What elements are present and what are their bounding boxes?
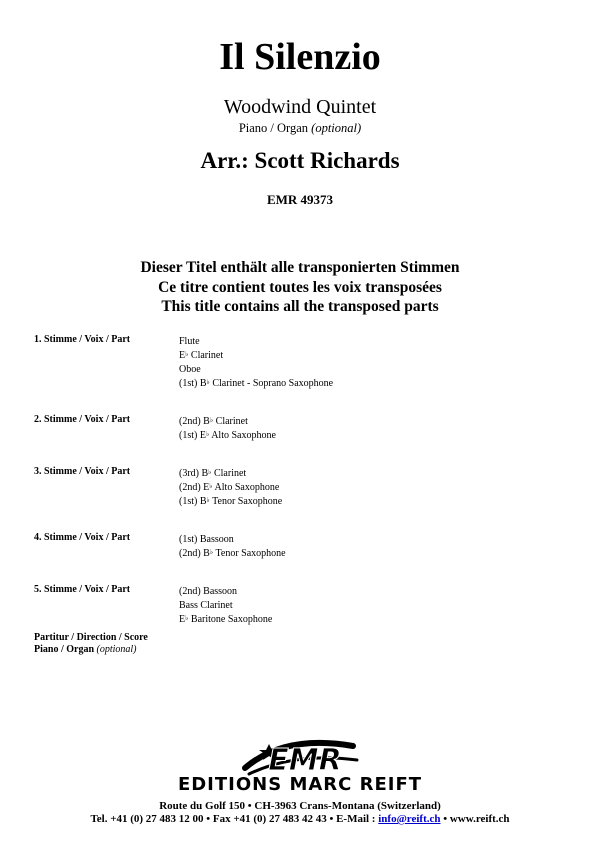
- flat-sign: ♭: [185, 350, 189, 358]
- instrument-prefix: Bass Clarinet: [179, 600, 233, 611]
- instrument-name: Tenor Saxophone: [213, 548, 286, 559]
- instrument-prefix: (2nd) Bassoon: [179, 586, 238, 597]
- emr-logo-icon: [225, 738, 375, 778]
- parts-list: [34, 334, 574, 626]
- flat-sign: ♭: [185, 614, 189, 622]
- part-label: 4. Stimme / Voix / Part: [34, 532, 131, 543]
- flat-sign: ♭: [209, 482, 213, 490]
- part-row: [34, 532, 574, 560]
- score-piano-line: [34, 644, 148, 656]
- flat-sign: ♭: [209, 416, 214, 424]
- instrument-item: [179, 428, 574, 442]
- page-title: Il Silenzio: [219, 36, 381, 78]
- instrument-prefix: (3rd) B: [179, 468, 209, 479]
- score-section: [34, 632, 148, 656]
- email-link[interactable]: info@reift.ch: [378, 813, 441, 825]
- instrumentation-optional: (optional): [311, 121, 362, 135]
- instrument-name: Alto Saxophone: [209, 430, 276, 441]
- instrument-item: [179, 598, 574, 612]
- part-instruments: [179, 584, 574, 626]
- instrument-item: [179, 466, 574, 480]
- contact-prefix: Tel. +41 (0) 27 483 12 00 • Fax +41 (0) 27 483 42 43 • E-Mail :: [90, 813, 379, 825]
- instrumentation-line: [0, 120, 600, 136]
- instrument-item: [179, 414, 574, 428]
- instrument-prefix: (1st) B: [179, 378, 207, 389]
- part-label: 2. Stimme / Voix / Part: [34, 414, 131, 425]
- catalog-number: EMR 49373: [266, 192, 334, 207]
- instrument-item: [179, 546, 574, 560]
- score-piano-label: Piano / Organ: [34, 644, 95, 655]
- part-label: 1. Stimme / Voix / Part: [34, 334, 131, 345]
- instrument-prefix: (2nd) B: [179, 416, 210, 427]
- notice-german: Dieser Titel enthält alle transponierten Stimmen: [140, 259, 460, 276]
- part-row: [34, 414, 574, 442]
- instrument-item: [179, 532, 574, 546]
- transposed-parts-notice: [0, 258, 600, 317]
- logo-text: EMR: [268, 743, 342, 778]
- part-instruments: [179, 334, 574, 390]
- instrumentation: Piano / Organ: [238, 121, 309, 135]
- contact-suffix: • www.reift.ch: [440, 813, 510, 825]
- instrument-prefix: (1st) B: [179, 496, 207, 507]
- emr-logo: [0, 738, 600, 778]
- instrument-name: Clarinet: [213, 416, 248, 427]
- instrument-prefix: (1st) Bassoon: [179, 534, 234, 545]
- publisher-address: Route du Golf 150 • CH-3963 Crans-Montana (Switzerland): [159, 800, 441, 812]
- instrument-prefix: (2nd) B: [179, 548, 210, 559]
- score-piano-optional: (optional): [96, 644, 137, 655]
- instrument-item: [179, 480, 574, 494]
- instrument-name: Flute: [179, 336, 200, 347]
- notice-french: Ce titre contient toutes les voix transposées: [158, 278, 442, 296]
- publisher-brand: EDITIONS MARC REIFT: [177, 774, 423, 795]
- part-row: [34, 466, 574, 508]
- subtitle: Woodwind Quintet: [223, 96, 377, 118]
- flat-sign: ♭: [208, 468, 212, 476]
- instrument-name: Oboe: [179, 364, 201, 375]
- part-label: 5. Stimme / Voix / Part: [34, 584, 131, 595]
- instrument-name: Alto Saxophone: [212, 482, 280, 493]
- instrument-prefix: E: [179, 614, 186, 625]
- instrument-prefix: (2nd) E: [179, 482, 210, 493]
- part-instruments: [179, 414, 574, 442]
- instrument-item: [179, 612, 574, 626]
- flat-sign: ♭: [206, 496, 210, 504]
- publisher-contact: [0, 813, 600, 825]
- instrument-item: [179, 376, 574, 390]
- instrument-item: [179, 494, 574, 508]
- part-instruments: [179, 532, 574, 560]
- notice-english: This title contains all the transposed parts: [161, 298, 439, 315]
- arranger: Arr.: Scott Richards: [200, 148, 400, 173]
- instrument-name: Clarinet - Soprano Saxophone: [209, 378, 334, 389]
- instrument-item: [179, 362, 574, 376]
- instrument-name: Baritone Saxophone: [188, 614, 273, 625]
- flat-sign: ♭: [209, 548, 214, 556]
- instrument-prefix: (1st) E: [179, 430, 206, 441]
- instrument-item: [179, 348, 574, 362]
- part-row: [34, 334, 574, 390]
- instrument-prefix: E: [179, 350, 186, 361]
- instrument-item: [179, 584, 574, 598]
- score-line: Partitur / Direction / Score: [34, 632, 148, 643]
- instrument-name: Clarinet: [188, 350, 224, 361]
- part-instruments: [179, 466, 574, 508]
- part-row: [34, 584, 574, 626]
- part-label: 3. Stimme / Voix / Part: [34, 466, 131, 477]
- flat-sign: ♭: [205, 430, 210, 438]
- instrument-name: Clarinet: [211, 468, 247, 479]
- flat-sign: ♭: [206, 378, 210, 386]
- instrument-item: [179, 334, 574, 348]
- instrument-name: Tenor Saxophone: [209, 496, 283, 507]
